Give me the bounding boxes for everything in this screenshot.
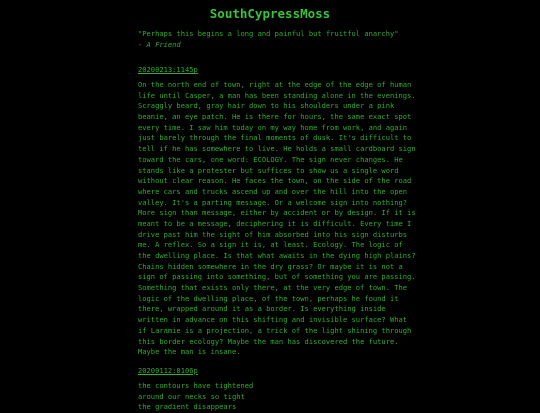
post-line: the dwelling place. Is that what awaits in the dying high plains?	[138, 251, 416, 260]
post-line: written in advance on this shifting and invisible surface? What	[138, 315, 408, 325]
post-link-20200213[interactable]: 20200213:1145p	[138, 65, 198, 74]
post-line: tell if he has somewhere to live. He holds a small cardboard sign	[138, 144, 416, 154]
post-line: stands like a protester but suffices to show us a single word	[138, 165, 399, 175]
post-line: logic of the dwelling place, of the town, perhaps he found it	[138, 293, 399, 303]
post-body	[138, 80, 416, 358]
post-line: if Laramie is a projection, a trick of the light shining through	[138, 325, 412, 335]
post-line: the contours have tightened	[138, 380, 254, 390]
post-line: without clear reason. He faces the town, on the side of the road	[138, 176, 412, 186]
post-line: where cars and trucks ascend up and over the hill into the open	[138, 186, 408, 196]
post-line: valley. It's a parting message. Or a welcome sign into nothing?	[138, 197, 408, 207]
post-line: Maybe the man is insane.	[138, 347, 241, 357]
post-line: toward the cars, one word: ECOLOGY. The sign never changes. He	[138, 154, 403, 164]
post-line: More sign than message, either by accident or by design. If it is	[138, 208, 416, 218]
post-line: life until Casper, a man has been standing alone in the evenings.	[138, 90, 416, 100]
post-line: every time. I saw him today on my way home from work, and again	[138, 122, 408, 132]
post-line: drive past him the sight of him absorbed into his sign disturbs	[138, 229, 408, 239]
post-line: just barely through the final moments of dusk. It's difficult to	[138, 133, 412, 143]
post-line: sign of passing into something, but of something you are passing.	[138, 272, 416, 282]
post-link-20200112[interactable]: 20200112:0106p	[138, 365, 198, 375]
post-line: the gradient disappears	[138, 402, 237, 412]
post-line: On the north end of town, right at the edge of the edge of human	[138, 80, 412, 89]
epigraph-quote: "Perhaps this begins a long and painful but fruitful anarchy"	[138, 29, 399, 38]
post-line: Scraggly beard, gray hair down to his shoulders under a pink	[138, 101, 395, 111]
epigraph-attribution: - A Friend	[138, 40, 181, 49]
post-line: beanie, an eye patch. He is there for hours, the same exact spot	[138, 112, 412, 122]
site-title[interactable]: SouthCypressMoss	[209, 6, 331, 21]
post-line: Chains hidden somewhere in the dry grass? Or maybe it is not a	[138, 261, 403, 271]
poem-body	[138, 381, 408, 413]
post-line: Something that exists only there, at the very edge of town. The	[138, 283, 408, 293]
content-column	[138, 28, 416, 413]
post-line: there, wrapped around it as a border. Is everything inside	[138, 304, 386, 314]
post-line: me. A reflex. So a sign it is, at least. Ecology. The logic of	[138, 240, 403, 250]
post-line: around our necks so tight	[138, 391, 245, 401]
post-line: this border ecology? Maybe the man has discovered the future.	[138, 336, 399, 346]
post-line: meant to be a message, deciphering it is difficult. Every time I	[138, 218, 412, 228]
